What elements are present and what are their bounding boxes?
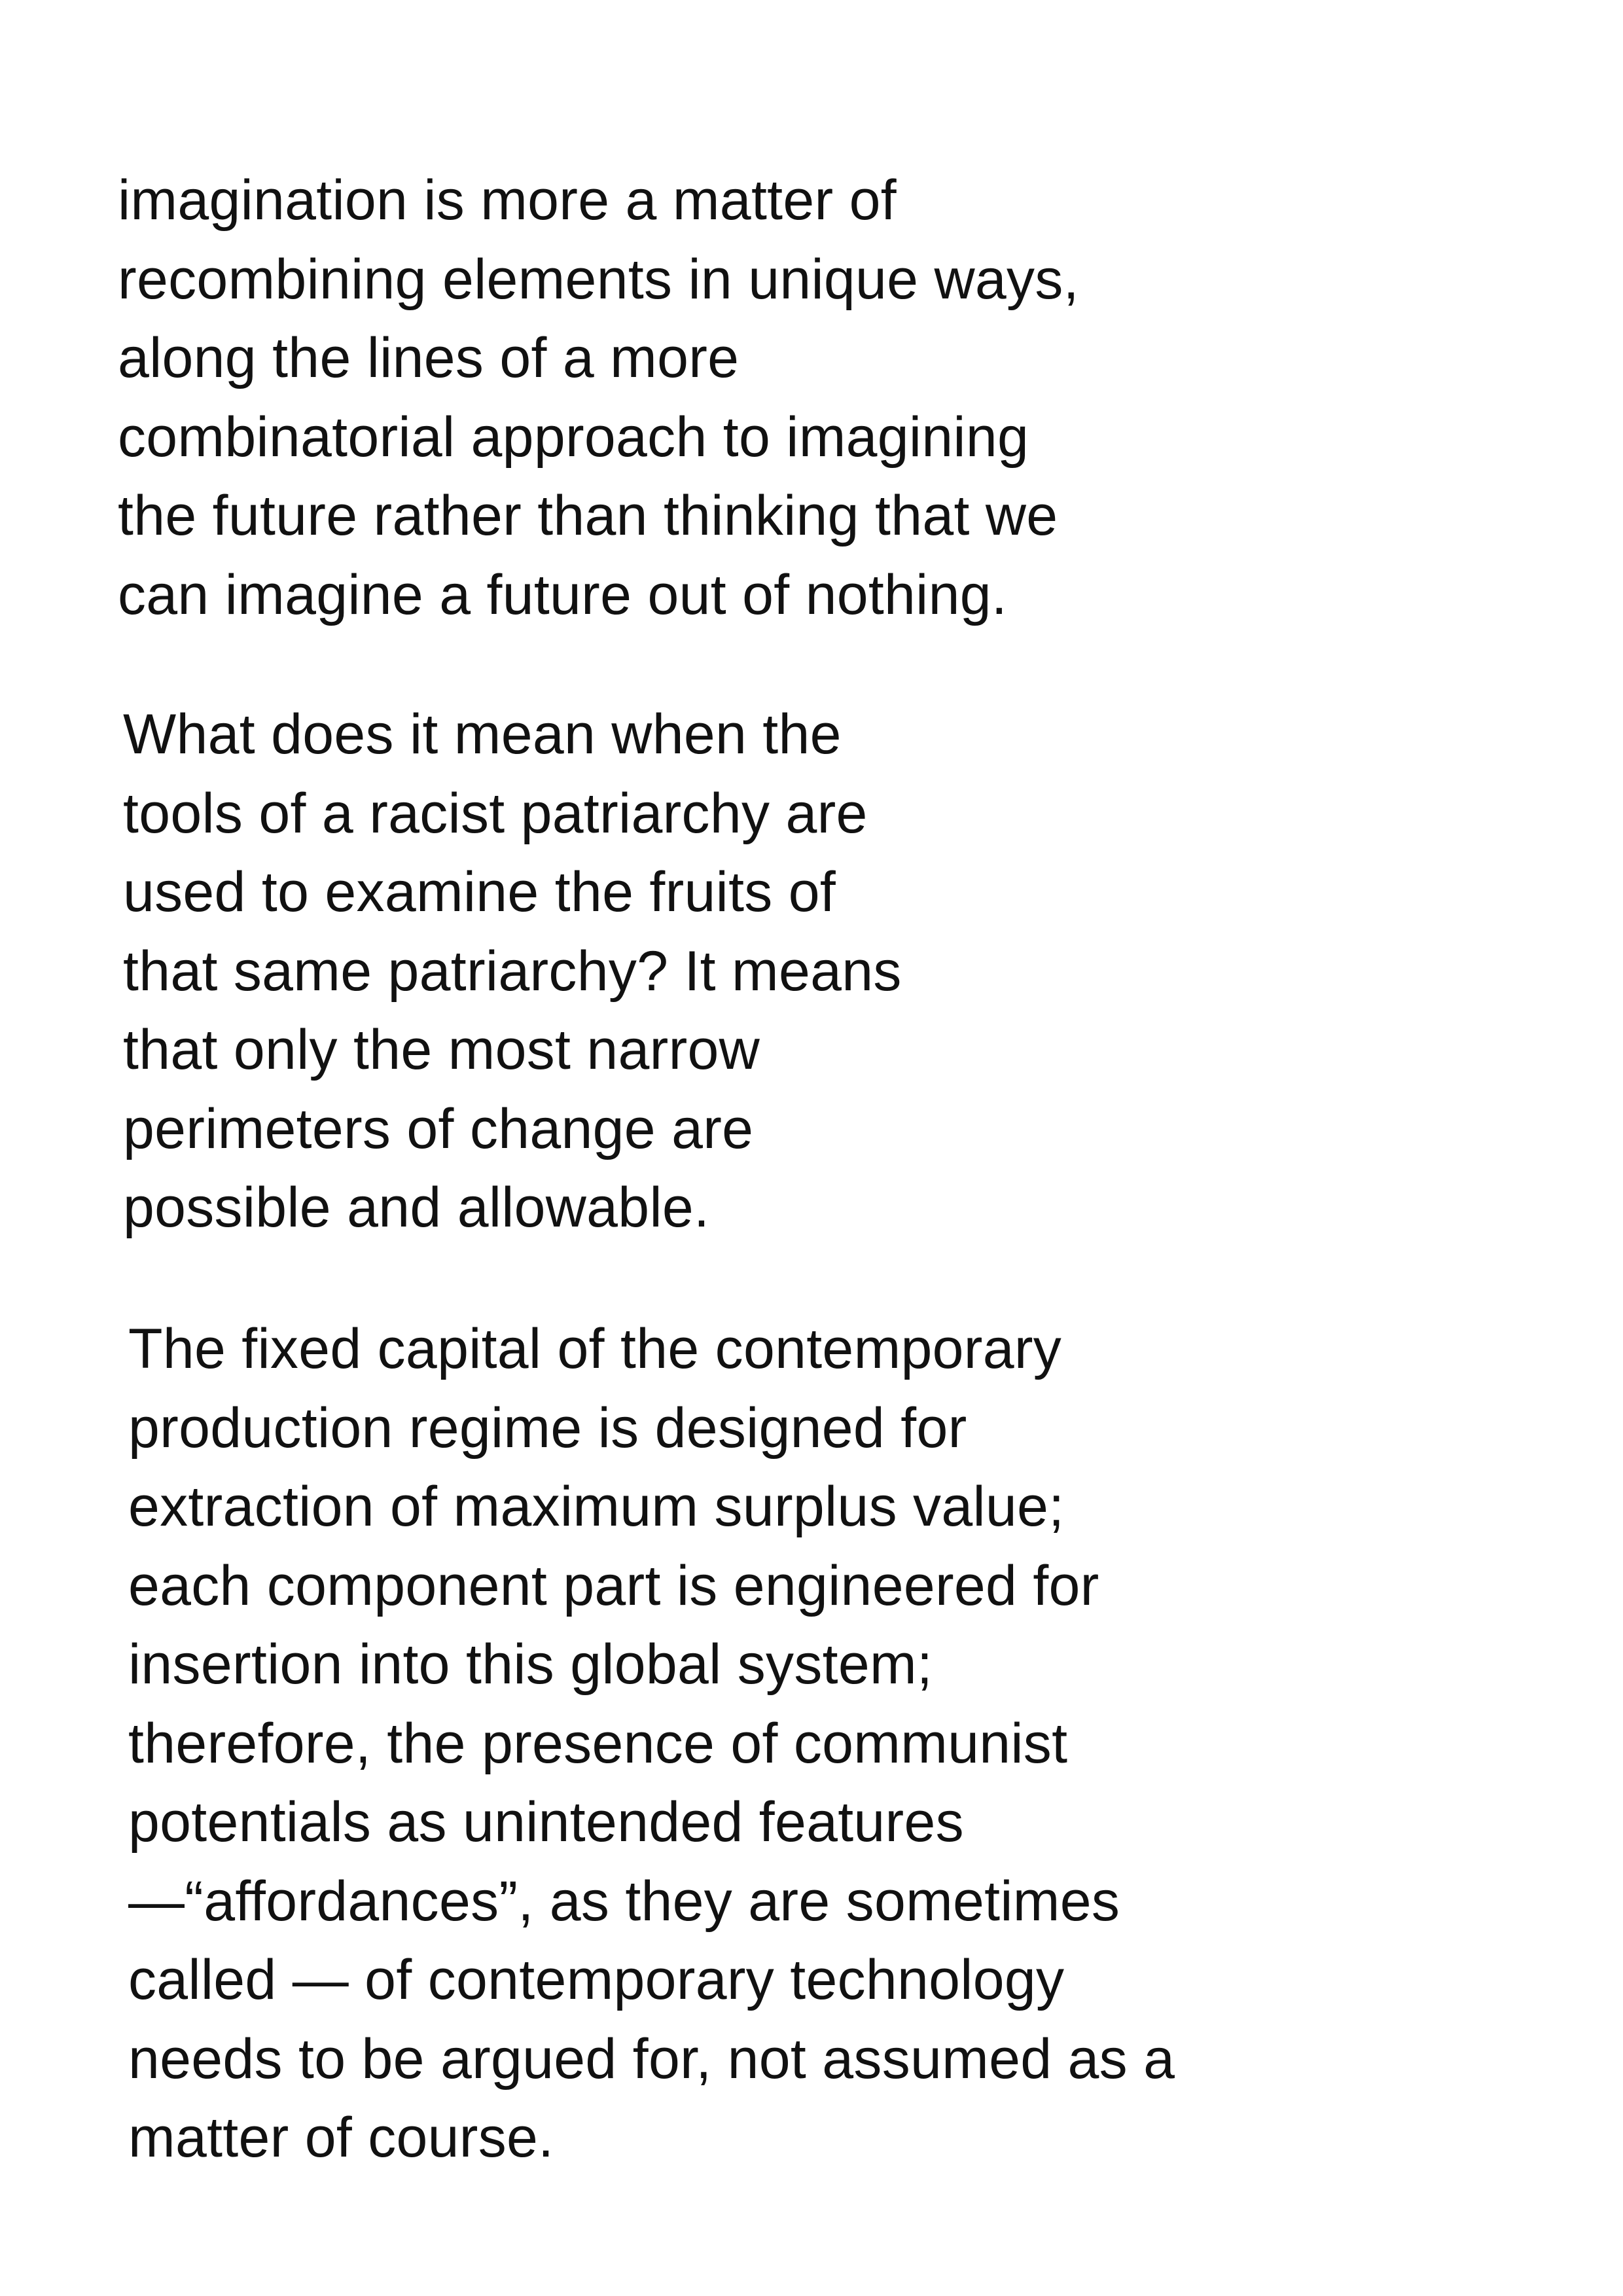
text-line: possible and allowable. xyxy=(123,1176,710,1239)
paragraph-fixed-capital xyxy=(128,1310,1175,2178)
text-line: What does it mean when the xyxy=(123,703,842,766)
text-line: that only the most narrow xyxy=(123,1018,760,1081)
text-line: imagination is more a matter of xyxy=(118,169,897,232)
text-line: The fixed capital of the contemporary xyxy=(128,1318,1062,1380)
text-line: perimeters of change are xyxy=(123,1097,754,1160)
paragraph-imagination xyxy=(118,161,1079,634)
text-line: matter of course. xyxy=(128,2106,554,2169)
text-line: can imagine a future out of nothing. xyxy=(118,563,1008,626)
text-line: called — of contemporary technology xyxy=(128,1948,1065,2011)
text-line: used to examine the fruits of xyxy=(123,861,836,924)
text-line: the future rather than thinking that we xyxy=(118,484,1058,547)
text-line: combinatorial approach to imagining xyxy=(118,405,1029,469)
text-line: —“affordances”, as they are sometimes xyxy=(128,1869,1120,1933)
text-line: each component part is engineered for xyxy=(128,1554,1099,1617)
text-line: needs to be argued for, not assumed as a xyxy=(128,2027,1175,2090)
text-line: tools of a racist patriarchy are xyxy=(123,781,868,845)
text-line: therefore, the presence of communist xyxy=(128,1712,1068,1775)
text-line: production regime is designed for xyxy=(128,1396,967,1460)
text-line: that same patriarchy? It means xyxy=(123,939,902,1003)
text-line: potentials as unintended features xyxy=(128,1791,964,1854)
text-line: along the lines of a more xyxy=(118,327,740,389)
text-line: insertion into this global system; xyxy=(128,1633,933,1696)
text-line: extraction of maximum surplus value; xyxy=(128,1475,1065,1538)
paragraph-patriarchy xyxy=(123,695,902,1247)
text-line: recombining elements in unique ways, xyxy=(118,247,1079,311)
